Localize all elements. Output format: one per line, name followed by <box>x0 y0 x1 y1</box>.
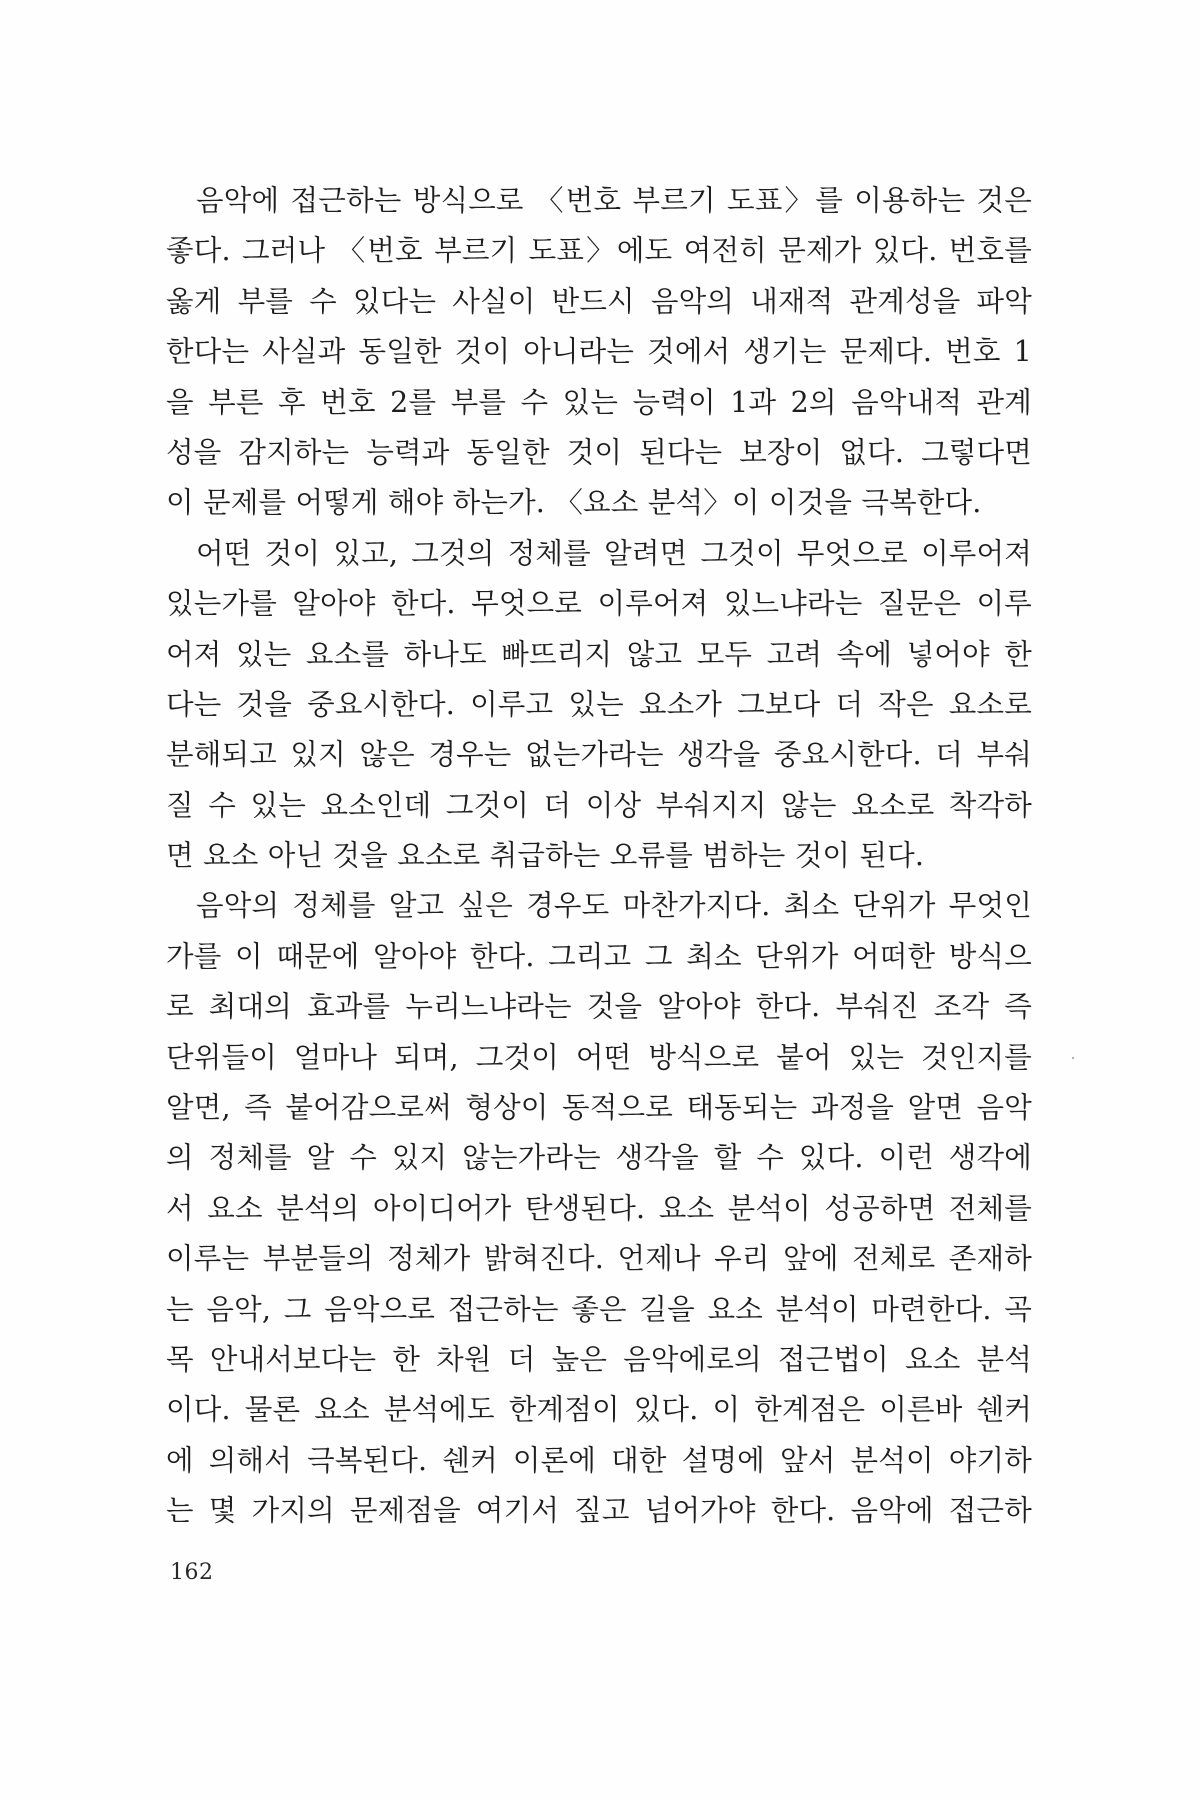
page-number: 162 <box>170 1560 214 1585</box>
scan-speck <box>1072 1057 1074 1059</box>
text-line: 한다는 사실과 동일한 것이 아니라는 것에서 생기는 문제다. 번호 1 <box>166 335 1032 369</box>
text-line: 의 정체를 알 수 있지 않는가라는 생각을 할 수 있다. 이런 생각에 <box>166 1141 1032 1175</box>
text-line: 단위들이 얼마나 되며, 그것이 어떤 방식으로 붙어 있는 것인지를 <box>166 1040 1032 1074</box>
text-line: 다는 것을 중요시한다. 이루고 있는 요소가 그보다 더 작은 요소로 <box>166 687 1032 721</box>
text-line: 이다. 물론 요소 분석에도 한계점이 있다. 이 한계점은 이른바 쉔커 <box>166 1393 1032 1427</box>
text-line: 을 부른 후 번호 2를 부를 수 있는 능력이 1과 2의 음악내적 관계 <box>166 385 1032 419</box>
text-line: 좋다. 그러나 〈번호 부르기 도표〉에도 여전히 문제가 있다. 번호를 <box>166 234 1032 268</box>
text-line: 로 최대의 효과를 누리느냐라는 것을 알아야 한다. 부숴진 조각 즉 <box>166 990 1032 1024</box>
text-line: 가를 이 때문에 알아야 한다. 그리고 그 최소 단위가 어떠한 방식으 <box>166 939 1032 973</box>
text-line: 목 안내서보다는 한 차원 더 높은 음악에로의 접근법이 요소 분석 <box>166 1342 1032 1376</box>
text-line: 에 의해서 극복된다. 쉔커 이론에 대한 설명에 앞서 분석이 야기하 <box>166 1443 1032 1477</box>
text-line: 질 수 있는 요소인데 그것이 더 이상 부숴지지 않는 요소로 착각하 <box>166 788 1032 822</box>
text-line: 는 음악, 그 음악으로 접근하는 좋은 길을 요소 분석이 마련한다. 곡 <box>166 1292 1032 1326</box>
text-line: 면 요소 아닌 것을 요소로 취급하는 오류를 범하는 것이 된다. <box>166 839 925 873</box>
text-line: 는 몇 가지의 문제점을 여기서 짚고 넘어가야 한다. 음악에 접근하 <box>166 1494 1032 1528</box>
text-line: 음악의 정체를 알고 싶은 경우도 마찬가지다. 최소 단위가 무엇인 <box>196 889 1032 923</box>
text-line: 서 요소 분석의 아이디어가 탄생된다. 요소 분석이 성공하면 전체를 <box>166 1191 1032 1225</box>
text-line: 어져 있는 요소를 하나도 빠뜨리지 않고 모두 고려 속에 넣어야 한 <box>166 637 1032 671</box>
text-line: 옳게 부를 수 있다는 사실이 반드시 음악의 내재적 관계성을 파악 <box>166 284 1032 318</box>
text-line: 분해되고 있지 않은 경우는 없는가라는 생각을 중요시한다. 더 부숴 <box>166 738 1032 772</box>
text-line: 음악에 접근하는 방식으로 〈번호 부르기 도표〉를 이용하는 것은 <box>196 184 1032 217</box>
text-line: 성을 감지하는 능력과 동일한 것이 된다는 보장이 없다. 그렇다면 <box>166 435 1032 469</box>
text-line: 있는가를 알아야 한다. 무엇으로 이루어져 있느냐라는 질문은 이루 <box>166 587 1032 621</box>
body-text <box>166 176 1032 1537</box>
text-line: 이루는 부분들의 정체가 밝혀진다. 언제나 우리 앞에 전체로 존재하 <box>166 1242 1032 1276</box>
text-line: 알면, 즉 붙어감으로써 형상이 동적으로 태동되는 과정을 알면 음악 <box>166 1091 1032 1125</box>
text-line: 이 문제를 어떻게 해야 하는가. 〈요소 분석〉이 이것을 극복한다. <box>166 486 982 520</box>
text-line: 어떤 것이 있고, 그것의 정체를 알려면 그것이 무엇으로 이루어져 <box>196 536 1032 570</box>
